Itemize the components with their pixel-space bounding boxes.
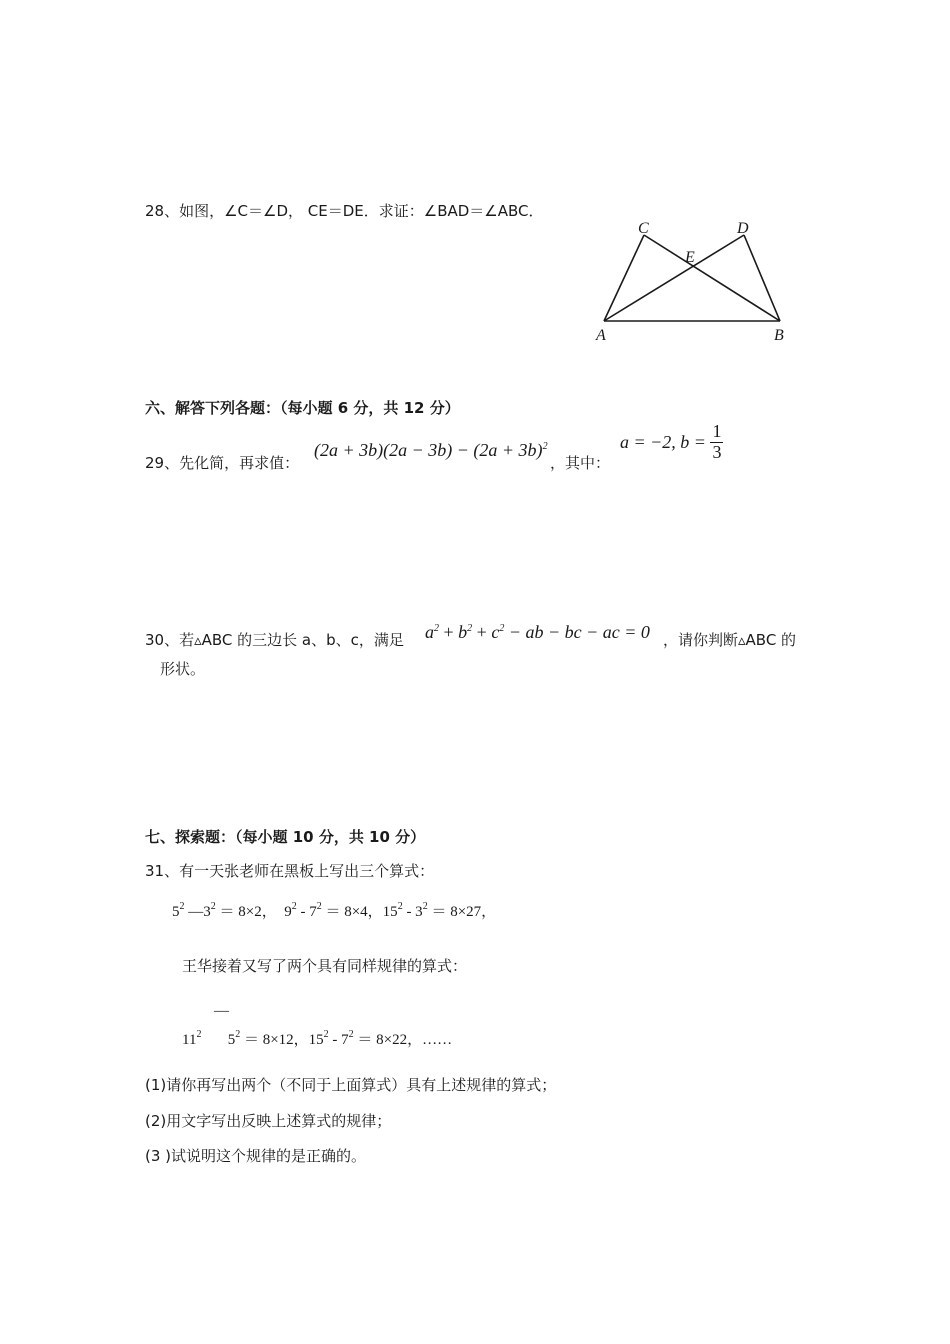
question-30-line2: 形状。 <box>160 660 206 678</box>
label-c: C <box>638 220 649 237</box>
question-30-suffix: ，请你判断▵ABC 的 <box>663 631 797 649</box>
label-d: D <box>737 220 749 237</box>
question-29-condition: a = −2, b = $\frac{1}{3}$ <box>620 421 722 462</box>
label-b: B <box>774 327 784 344</box>
question-30-equation: $a^2 + b^2 + c^2$ − ab − bc − ac = 0 <box>425 622 650 642</box>
question-29-prefix: 29、先化简，再求值： <box>145 454 300 472</box>
label-a: A <box>596 327 606 344</box>
question-31-wang: 王华接着又写了两个具有同样规律的算式： <box>182 957 468 975</box>
segment-bc <box>644 235 780 321</box>
segment-ad <box>604 235 744 321</box>
question-29-middle: ，其中： <box>550 454 611 472</box>
question-28: 28、如图，∠C＝∠D， CE＝DE．求证：∠BAD＝∠ABC． <box>145 202 544 220</box>
question-31-examples-row1: $5^2$ $—3^2 = 8\times 2$， $9^2 - 7^2 = 8\times 4$，$15^2 - 3^2 = 8\times 27$， <box>172 901 497 920</box>
question-31-sub1: (1)请你再写出两个（不同于上面算式）具有上述规律的算式； <box>145 1076 557 1094</box>
question-31-examples-row2: $11^2$ $5^2 = 8\times 12$，$15^2 - 7^2 = 8\times 22$，…… <box>182 1029 453 1048</box>
triangle-figure <box>590 215 800 345</box>
question-29-expression: $(2a + 3b)(2a - 3b) - (2a + 3b)^2$ <box>314 440 548 460</box>
segment-bd <box>744 235 780 321</box>
question-30-prefix: 30、若▵ABC 的三边长 a、b、c，满足 <box>145 631 404 649</box>
section-7-heading: 七、探索题：（每小题 10 分，共 10 分） <box>145 828 426 846</box>
section-6-heading: 六、解答下列各题：（每小题 6 分，共 12 分） <box>145 399 460 417</box>
question-31-dash: — <box>214 1003 229 1019</box>
question-31-sub2: (2)用文字写出反映上述算式的规律； <box>145 1112 392 1130</box>
label-e: E <box>685 249 695 266</box>
fraction-one-third: $\frac{1}{3}$ <box>712 421 722 462</box>
question-31-sub3: (3 )试说明这个规律的是正确的。 <box>145 1147 367 1165</box>
question-31-intro: 31、有一天张老师在黑板上写出三个算式： <box>145 862 435 880</box>
